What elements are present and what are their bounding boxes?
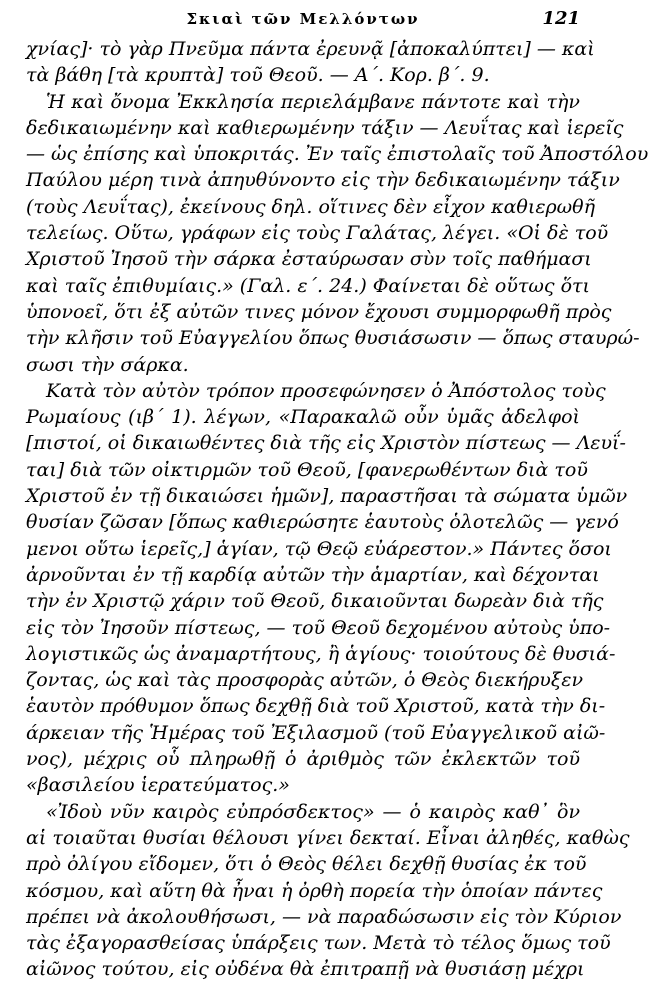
text-line: τὴν ἐν Χριστῷ χάριν τοῦ Θεοῦ, δικαιοῦνται δωρεὰν διὰ τῆς bbox=[26, 590, 604, 613]
text-line: Ρωμαίους (ιβ΄ 1). λέγων, «Παρακαλῶ οὖν ὑμᾶς ἀδελφοὶ bbox=[26, 406, 580, 429]
text-line: Κατὰ τὸν αὐτὸν τρόπον προσεφώνησεν ὁ Ἀπόστολος τοὺς bbox=[46, 379, 606, 402]
text-line: τὴν κλῆσιν τοῦ Εὐαγγελίου ὅπως θυσιάσωσιν — ὅπως σταυρώ- bbox=[26, 327, 640, 350]
text-line: «βασιλείου ἱερατεύματος.» bbox=[26, 774, 290, 797]
text-line: (τοὺς Λευΐτας), ἐκείνους δηλ. οἵτινες δὲν εἶχον καθιερωθῆ bbox=[26, 195, 595, 218]
text-line: ἀρνοῦνται ἐν τῇ καρδίᾳ αὐτῶν τὴν ἁμαρτίαν, καὶ δέχονται bbox=[26, 563, 600, 586]
text-line: Χριστοῦ ἐν τῇ δικαιώσει ἡμῶν], παραστῆσαι τὰ σώματα ὑμῶν bbox=[26, 485, 628, 508]
text-line: τὰ βάθη [τὰ κρυπτὰ] τοῦ Θεοῦ. — Α΄. Κορ. β΄. 9. bbox=[26, 64, 490, 87]
text-line: χνίας]· τὸ γὰρ Πνεῦμα πάντα ἐρευνᾷ [ἀποκαλύπτει] — καὶ bbox=[26, 38, 595, 60]
body-text bbox=[26, 36, 648, 983]
text-line: σωσι τὴν σάρκα. bbox=[26, 353, 189, 376]
text-line: Χριστοῦ Ἰησοῦ τὴν σάρκα ἐσταύρωσαν σὺν τοῖς παθήμασι bbox=[26, 248, 592, 271]
text-line: πρέπει νὰ ἀκολουθήσωσι, — νὰ παραδώσωσιν εἰς τὸν Κύριον bbox=[26, 905, 622, 928]
text-line: τελείως. Οὕτω, γράφων εἰς τοὺς Γαλάτας, λέγει. «Οἱ δὲ τοῦ bbox=[26, 222, 609, 245]
text-line: αἰῶνος τούτου, εἰς οὐδένα θὰ ἐπιτραπῇ νὰ θυσιάσῃ μέχρι bbox=[26, 958, 585, 981]
text-line: καὶ ταῖς ἐπιθυμίαις.» (Γαλ. ε΄. 24.) Φαίνεται δὲ οὕτως ὅτι bbox=[26, 274, 590, 297]
text-line: πρὸ ὀλίγου εἴδομεν, ὅτι ὁ Θεὸς θέλει δεχθῇ θυσίας ἐκ τοῦ bbox=[26, 853, 587, 876]
page-number: 121 bbox=[542, 8, 580, 29]
page-header bbox=[26, 6, 580, 36]
text-line: ται] διὰ τῶν οἰκτιρμῶν τοῦ Θεοῦ, [φανερωθέντων διὰ τοῦ bbox=[26, 458, 588, 481]
text-line: μενοι οὕτω ἱερεῖς,] ἁγίαν, τῷ Θεῷ εὐάρεστον.» Πάντες ὅσοι bbox=[26, 537, 612, 560]
text-line: ὑπονοεῖ, ὅτι ἐξ αὐτῶν τινες μόνον ἔχουσι συμμορφωθῆ πρὸς bbox=[26, 300, 612, 323]
text-line: κόσμου, καὶ αὕτη θὰ ἦναι ἡ ὀρθὴ πορεία τὴν ὁποίαν πάντες bbox=[26, 879, 603, 902]
text-line: ζοντας, ὡς καὶ τὰς προσφορὰς αὐτῶν, ὁ Θεὸς διεκήρυξεν bbox=[26, 669, 584, 692]
text-line: δεδικαιωμένην καὶ καθιερωμένην τάξιν — Λευΐτας καὶ ἱερεῖς bbox=[26, 116, 624, 139]
running-head: Σκιαὶ τῶν Μελλόντων bbox=[186, 10, 420, 28]
text-line: εἰς τὸν Ἰησοῦν πίστεως, — τοῦ Θεοῦ δεχομένου αὐτοὺς ὑπο- bbox=[26, 616, 611, 639]
text-line: τὰς ἐξαγορασθείσας ὑπάρξεις των. Μετὰ τὸ τέλος ὅμως τοῦ bbox=[26, 932, 611, 955]
text-line: — ὡς ἐπίσης καὶ ὑποκριτάς. Ἐν ταῖς ἐπιστολαῖς τοῦ Ἀποστόλου bbox=[26, 143, 648, 166]
text-line: νος), μέχρις οὗ πληρωθῇ ὁ ἀριθμὸς τῶν ἐκλεκτῶν τοῦ bbox=[26, 748, 580, 771]
text-line: Παύλου μέρη τινὰ ἀπηυθύνοντο εἰς τὴν δεδικαιωμένην τάξιν bbox=[26, 169, 620, 192]
text-line: θυσίαν ζῶσαν [ὅπως καθιερώσητε ἑαυτοὺς ὁλοτελῶς — γενό bbox=[26, 511, 619, 534]
text-line: ἑαυτὸν πρόθυμον ὅπως δεχθῇ διὰ τοῦ Χριστοῦ, κατὰ τὴν δι- bbox=[26, 695, 606, 718]
text-line: άρκειαν τῆς Ἡμέρας τοῦ Ἐξιλασμοῦ (τοῦ Εὐαγγελικοῦ αἰῶ- bbox=[26, 721, 606, 744]
text-line: «Ἰδοὺ νῦν καιρὸς εὐπρόσδεκτος» — ὁ καιρὸς καθ᾽ ὃν bbox=[46, 800, 580, 823]
text-line: αἱ τοιαῦται θυσίαι θέλουσι γίνει δεκταί. Εἶναι ἀληθές, καθὼς bbox=[26, 826, 630, 849]
text-line: [πιστοί, οἱ δικαιωθέντες διὰ τῆς εἰς Χριστὸν πίστεως — Λευΐ- bbox=[26, 432, 626, 455]
text-line: λογιστικῶς ὡς ἀναμαρτήτους, ἢ ἁγίους· τοιούτους δὲ θυσιά- bbox=[26, 642, 616, 665]
text-line: Ἡ καὶ ὄνομα Ἐκκλησία περιελάμβανε πάντοτε καὶ τὴν bbox=[46, 90, 580, 113]
